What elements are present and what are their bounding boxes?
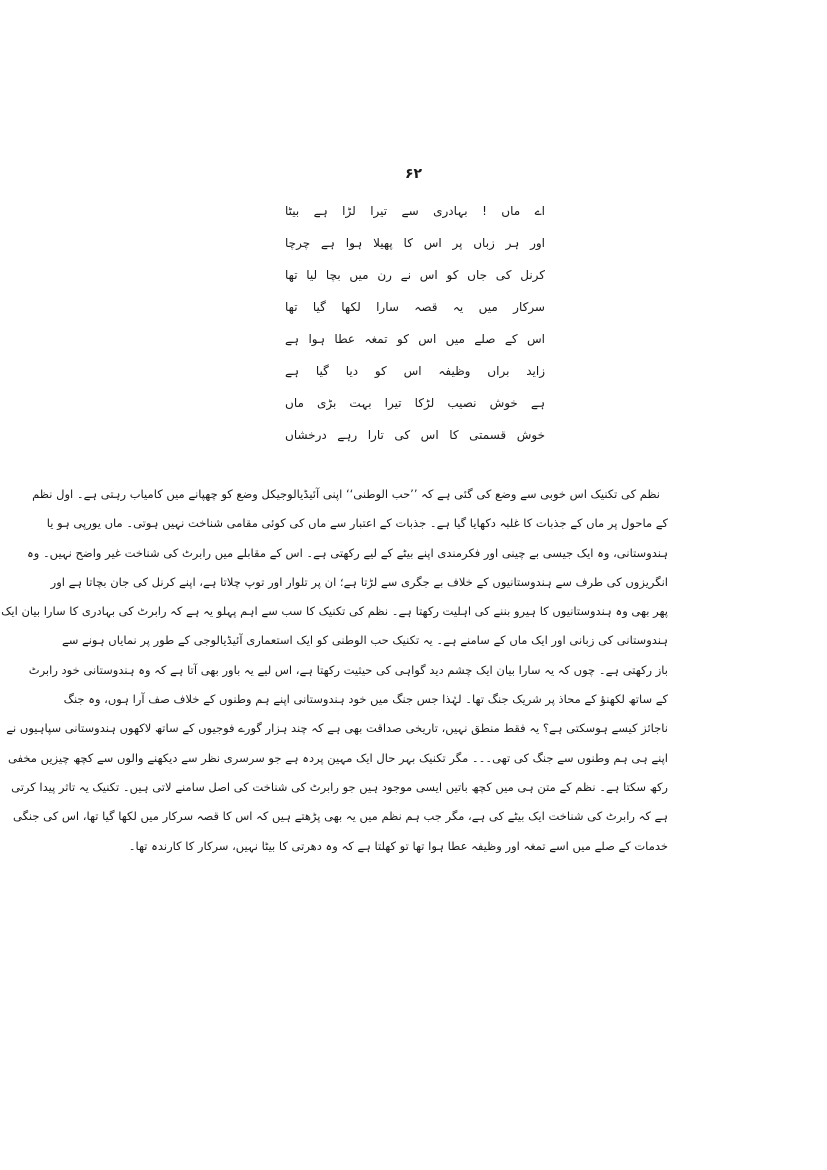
poem-line: اے ماں ! بہادری سے تیرا لڑا ہے بیٹا: [285, 204, 545, 218]
prose-line: اپنے ہی ہم وطنوں سے جنگ کی تھی۔۔۔ مگر تکنیک بہر حال ایک مہین پردہ ہے جو سرسری نظر سے دیکھنے والوں سے کچھ چیزیں مخفی: [7, 750, 668, 765]
prose-line: خدمات کے صلے میں اسے تمغہ اور وظیفہ عطا ہوا تھا تو کھلتا ہے کہ وہ دھرتی کا بیٹا نہیں، سرکار کا کارندہ تھا۔: [128, 838, 668, 853]
poem-line: سرکار میں یہ قصہ سارا لکھا گیا تھا: [285, 300, 545, 314]
prose-line: نظم کی تکنیک اس خوبی سے وضع کی گئی ہے کہ ’’حب الوطنی‘‘ اپنی آئیڈیالوجیکل وضع کو چھپانے میں کامیاب رہتی ہے۔ اول نظم: [32, 487, 660, 501]
poem-line: زاید براں وظیفہ اس کو دیا گیا ہے: [285, 364, 545, 378]
prose-line: انگریزوں کی طرف سے ہندوستانیوں کے خلاف بے جگری سے لڑتا ہے؛ ان پر تلوار اور توپ چلاتا ہے، اپنے کرنل کی جان بچاتا ہے اور: [50, 574, 668, 589]
prose-line: پھر بھی وہ ہندوستانیوں کا ہیرو بننے کی اہلیت رکھتا ہے۔ نظم کی تکنیک کا سب سے اہم پہلو یہ ہے کہ رابرٹ کی بہادری کا سارا بیان ایک: [1, 604, 668, 619]
prose-line: باز رکھتی ہے۔ چوں کہ یہ سارا بیان ایک چشم دید گواہی کی حیثیت رکھتا ہے، اس لیے یہ باور بھی آتا ہے کہ وہ ہندوستانی خود رابرٹ: [28, 662, 668, 677]
poem-line: خوش قسمتی کا اس کی تارا رہے درخشاں: [285, 428, 545, 442]
prose-line: کے ماحول پر ماں کے جذبات کا غلبہ دکھایا گیا ہے۔ جذبات کے اعتبار سے ماں کی کوئی مقامی شناخت نہیں ہوتی۔ ماں یورپی ہو یا: [46, 516, 668, 531]
poem-line: ہے خوش نصیب لڑکا تیرا بہت بڑی ماں: [285, 396, 545, 410]
poem-line: کرنل کی جاں کو اس نے رن میں بچا لیا تھا: [285, 268, 545, 282]
prose-line: ہندوستانی، وہ ایک جیسی بے چینی اور فکرمندی اپنے بیٹے کے لیے رکھتی ہے۔ اس کے مقابلے میں رابرٹ کی شناخت غیر واضح نہیں۔ وہ: [27, 545, 668, 560]
prose-line: کے ساتھ لکھنؤ کے محاذ پر شریک جنگ تھا۔ لہٰذا جس جنگ میں خود ہندوستانی اپنے ہم وطنوں کے خلاف صف آرا ہوں، وہ جنگ: [63, 692, 668, 707]
prose-line: ناجائز کیسے ہوسکتی ہے؟ یہ فقط منطق نہیں، تاریخی صداقت بھی ہے کہ چند ہزار گورے فوجیوں کے ساتھ لاکھوں ہندوستانی سپاہیوں نے: [6, 721, 668, 736]
prose-line: ہندوستانی کی زبانی اور ایک ماں کے سامنے ہے۔ یہ تکنیک حب الوطنی کو ایک استعماری آئیڈیالوجی کے طور پر نمایاں ہونے سے: [61, 633, 668, 648]
prose-line: رکھ سکتا ہے۔ نظم کے متن ہی میں کچھ باتیں ایسی موجود ہیں جو رابرٹ کی شناخت کی اصل سامنے لاتی ہیں۔ تکنیک یہ تاثر پیدا کرتی: [11, 779, 668, 794]
poem-line: اس کے صلے میں اس کو تمغہ عطا ہوا ہے: [285, 332, 545, 346]
page-number: ۶۲: [404, 166, 423, 182]
prose-paragraph: [1, 480, 668, 861]
poem-line: اور ہر زباں پر اس کا پھیلا ہوا ہے چرچا: [285, 236, 545, 250]
poem-block: [285, 195, 545, 451]
prose-line: ہے کہ رابرٹ کی شناخت ایک بیٹے کی ہے، مگر جب ہم نظم میں یہ بھی پڑھتے ہیں کہ اس کا قصہ سرکار میں لکھا گیا تھا، اس کی جنگی: [12, 809, 668, 824]
